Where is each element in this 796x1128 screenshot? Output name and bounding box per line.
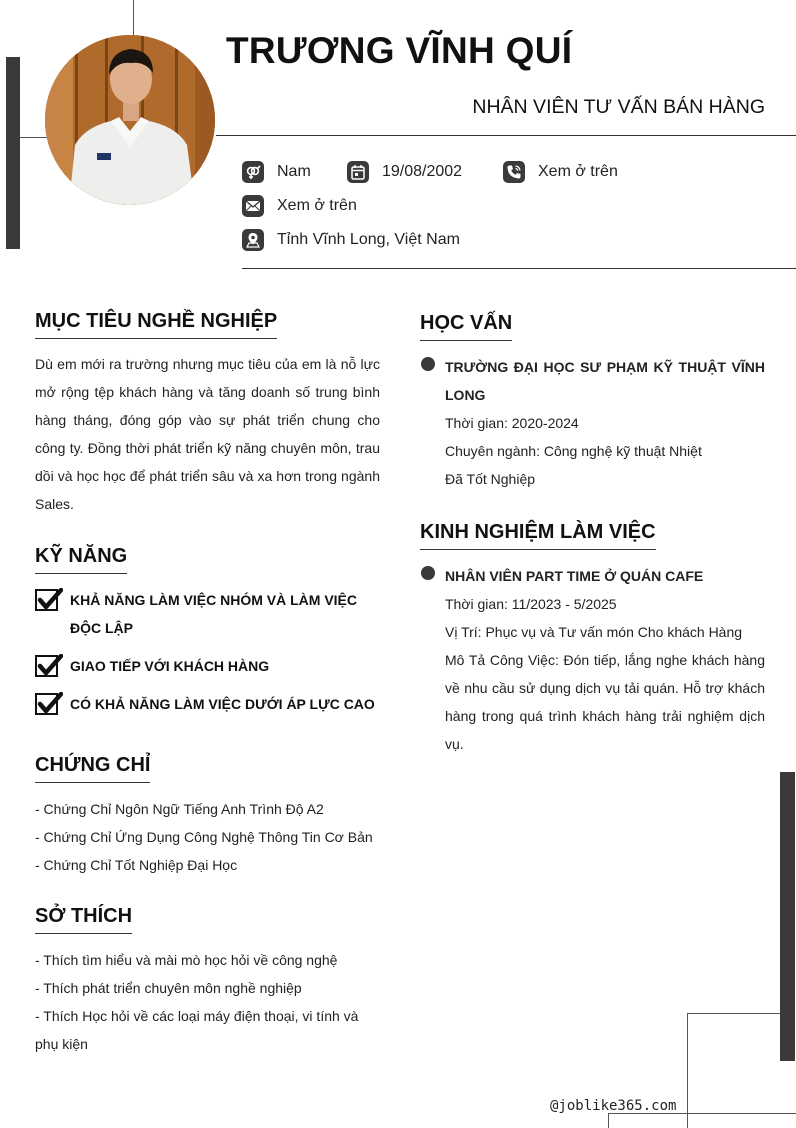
- mail-icon: [242, 195, 264, 217]
- phone-value: Xem ở trên: [538, 163, 618, 180]
- checkbox-checked-icon: [35, 692, 63, 716]
- phone-icon: [503, 161, 525, 183]
- location-icon: [242, 229, 264, 251]
- skill-item: [35, 654, 380, 680]
- contact-email: [242, 194, 357, 218]
- education-heading: HỌC VẤN: [420, 312, 512, 341]
- hobby-item: - Thích tìm hiểu và mài mò học hỏi về công nghệ: [35, 952, 338, 968]
- experience-time: Thời gian: 11/2023 - 5/2025: [445, 596, 617, 612]
- certificates-heading: CHỨNG CHỈ: [35, 754, 150, 783]
- avatar: [45, 35, 215, 205]
- gender-value: Nam: [277, 163, 311, 180]
- skill-item: [35, 588, 380, 642]
- gender-icon: [242, 161, 264, 183]
- skill-label: GIAO TIẾP VỚI KHÁCH HÀNG: [70, 658, 270, 674]
- watermark: @joblike365.com: [550, 1098, 677, 1114]
- address-value: Tỉnh Vĩnh Long, Việt Nam: [277, 231, 460, 248]
- checkbox-checked-icon: [35, 588, 63, 612]
- hobbies-heading: SỞ THÍCH: [35, 905, 132, 934]
- hobby-item: - Thích phát triển chuyên môn nghề nghiệp: [35, 980, 302, 996]
- skills-heading: KỸ NĂNG: [35, 545, 127, 574]
- objective-text: Dù em mới ra trường nhưng mục tiêu của em là nỗ lực mở rộng tệp khách hàng và tăng doanh số trung bình hàng tháng, đóng góp vào sự phát triển chung cho công ty. Đồng thời phát triển kỹ năng chuyên môn, trau dồi và học học để phát triển sâu và xa hơn trong ngành Sales.: [35, 356, 380, 512]
- skill-item: [35, 692, 380, 718]
- job-title: NHÂN VIÊN TƯ VẤN BÁN HÀNG: [472, 96, 765, 118]
- experience-position: Vị Trí: Phục vụ và Tư vấn món Cho khách Hàng: [445, 624, 743, 640]
- education-major: Chuyên ngành: Công nghệ kỹ thuật Nhiệt: [445, 443, 702, 459]
- calendar-icon: [347, 161, 369, 183]
- bullet-dot: [421, 566, 435, 580]
- certificate-item: - Chứng Chỉ Ngôn Ngữ Tiếng Anh Trình Độ A2: [35, 801, 324, 817]
- decor-corner-box: [687, 1013, 781, 1128]
- decor-bar-right: [780, 772, 795, 1061]
- education-time: Thời gian: 2020-2024: [445, 415, 579, 431]
- certificate-item: - Chứng Chỉ Ứng Dụng Công Nghệ Thông Tin Cơ Bản: [35, 829, 373, 845]
- skill-label: KHẢ NĂNG LÀM VIỆC NHÓM VÀ LÀM VIỆC ĐỘC LẬP: [70, 592, 357, 636]
- contact-address: [242, 228, 460, 252]
- experience-heading: KINH NGHIỆM LÀM VIỆC: [420, 521, 656, 550]
- header-divider: [216, 135, 796, 136]
- certificate-item: - Chứng Chỉ Tốt Nghiệp Đại Học: [35, 857, 238, 873]
- contact-phone: [503, 160, 618, 184]
- hobby-item: - Thích Học hỏi về các loại máy điện thoại, vi tính và phụ kiện: [35, 1008, 359, 1052]
- candidate-name: TRƯƠNG VĨNH QUÍ: [226, 30, 573, 71]
- decor-line: [133, 0, 134, 36]
- email-value: Xem ở trên: [277, 197, 357, 214]
- decor-line: [20, 137, 48, 138]
- contact-divider: [242, 268, 796, 269]
- objective-heading: MỤC TIÊU NGHỀ NGHIỆP: [35, 310, 277, 339]
- decor-line: [608, 1113, 609, 1128]
- skill-label: CÓ KHẢ NĂNG LÀM VIỆC DƯỚI ÁP LỰC CAO: [70, 696, 375, 712]
- decor-bar-left: [6, 57, 20, 249]
- education-status: Đã Tốt Nghiệp: [445, 471, 536, 487]
- contact-gender: [242, 160, 311, 184]
- experience-role: NHÂN VIÊN PART TIME Ở QUÁN CAFE: [445, 568, 704, 584]
- contact-birthday: [347, 160, 462, 184]
- checkbox-checked-icon: [35, 654, 63, 678]
- school-name: TRƯỜNG ĐẠI HỌC SƯ PHẠM KỸ THUẬT VĨNH LONG: [445, 359, 765, 403]
- birthday-value: 19/08/2002: [382, 163, 463, 180]
- experience-description: Mô Tả Công Việc: Đón tiếp, lắng nghe khách hàng về nhu cầu sử dụng dịch vụ tải quán. Hỗ trợ khách hàng trong quá trình khách hàng trải nghiệm dịch vụ.: [445, 652, 765, 752]
- bullet-dot: [421, 357, 435, 371]
